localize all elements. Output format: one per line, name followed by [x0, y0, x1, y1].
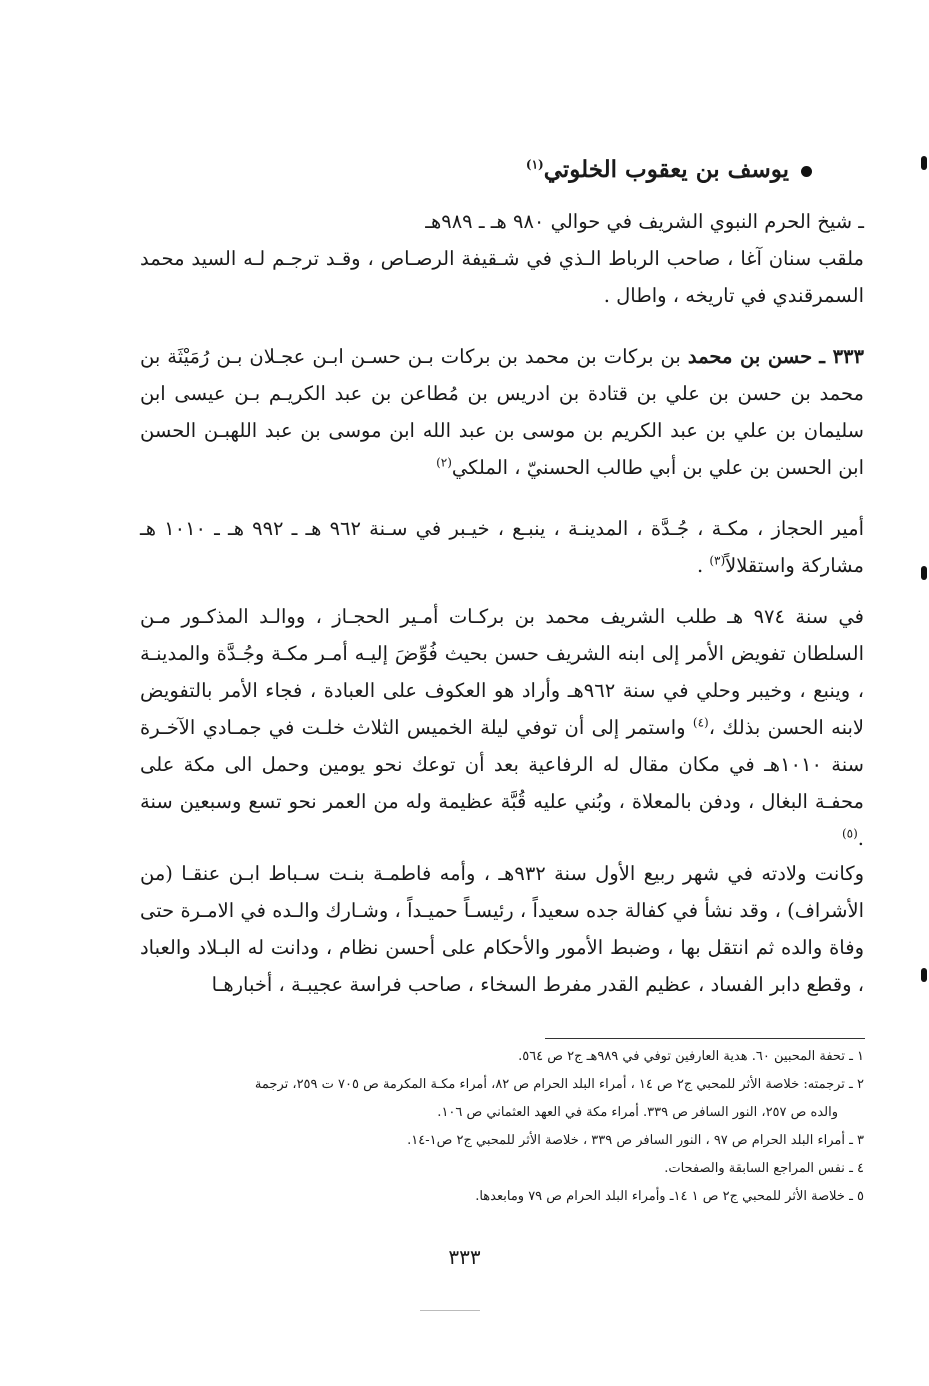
footnote-ref: (٢) — [436, 455, 452, 470]
footnote-item: ٤ ـ نفس المراجع السابقة والصفحات. — [664, 1161, 864, 1176]
entry-1-body — [140, 203, 864, 314]
paragraph-1-text-b: واستمر إلى أن توفي ليلة الخميس الثلاث خلـت في جمـادي الآخـرة سنة ١٠١٠هـ في مكان مقال له الرفاعية بعد أن توعك نحو يومين وحمل الى مكة على محفـة البغال ، ودفن بالمعلاة ، وبُني عليه قُبَّة عظيمة وله من العمر نحو تسع وسبعين سنة . — [140, 716, 864, 850]
page-number: ٣٣٣ — [448, 1245, 481, 1269]
margin-mark — [921, 566, 927, 580]
margin-mark — [921, 156, 927, 170]
heading-title: يوسف بن يعقوب الخلوتي — [543, 156, 789, 183]
footnote-item: ١ ـ تحفة المحبين ٦٠. هدية العارفين توفي في ٩٨٩هـ ج٢ ص ٥٦٤. — [518, 1049, 864, 1064]
titles-text: أمير الحجاز ، مكـة ، جُـدَّة ، المدينـة ، ينبـع ، خيـبر في سـنة ٩٦٢ هـ ـ ٩٩٢ هـ ـ ١٠١٠ هـ مشاركة واستقلالاً — [140, 517, 864, 577]
scan-mark — [420, 1310, 480, 1311]
titles-end: . — [696, 554, 710, 577]
entry-lineage: بن بركات بن محمد بن بركات بـن حسـن ابـن عجـلان بـن رُمَيْثَة بن محمد بن حسن بن علي بن قتادة بن ادريس بن مُطاعن بن عبد الكريـم بـن عيسى ابن سليمان بن علي بن عبد الكريم بن موسى بن عبد الله ابن موسى بن عبد اللهبـن الحسن ابن الحسن بن علي بن أبي طالب الحسنيّ ، الملكي — [140, 345, 864, 479]
footnote-item: ٣ ـ أمراء البلد الحرام ص ٩٧ ، النور السافر ص ٣٣٩ ، خلاصة الأثر للمحبي ج٢ ص١-١٤. — [407, 1133, 864, 1148]
entry-number: ٣٣٣ ـ — [819, 345, 864, 368]
footnote-item: ٥ ـ خلاصة الأثر للمحبي ج٢ ص ١ ١٤ـ وأمراء البلد الحرام ص ٧٩ ومابعدها. — [475, 1189, 864, 1204]
footnote-item: والده ص ٢٥٧، النور السافر ص ٣٣٩. أمراء مكة في العهد العثماني ص ١٠٦. — [437, 1105, 838, 1120]
entry-name: حسن بن محمد — [687, 345, 813, 368]
margin-mark — [921, 968, 927, 982]
footnote-item: ٢ ـ ترجمته: خلاصة الأثر للمحبي ج٢ ص ١٤ ، أمراء البلد الحرام ص ٨٢، أمراء مكـة المكرمة ص ٧٠٥ ت ٢٥٩، ترجمة — [254, 1077, 864, 1092]
footnote-ref: (٣) — [709, 553, 726, 568]
footnote-ref: (٤) — [692, 715, 709, 730]
footnote-separator — [545, 1038, 865, 1039]
footnote-ref: (٥) — [841, 826, 858, 841]
footnotes — [140, 1043, 864, 1211]
entry-1-dates: ـ شيخ الحرم النبوي الشريف في حوالي ٩٨٠ هـ ـ ٩٨٩هـ — [425, 210, 864, 233]
bullet-icon — [801, 166, 812, 177]
entry-1-description: ملقب سنان آغا ، صاحب الرباط الـذي في شـقيفة الرصـاص ، وقـد ترجـم لـه السيد محمد السمرقندي في تاريخه ، واطال . — [140, 247, 864, 307]
entry-2-titles — [140, 510, 864, 584]
paragraph-2-text: وكانت ولادته في شهر ربيع الأول سنة ٩٣٢هـ ، وأمه فاطمـة بنـت سـباط ابـن عنقـا (من الأشراف) ، وقد نشأ في كفالة جده سعيداً ، رئيسـاً حميـداً ، وشـارك والـده في الامـرة حتى وفاة والده ثم انتقل بها ، وضبط الأمور والأحكام على أحسن نظام ، ودانت له البـلاد والعباد ، وقطع دابر الفساد ، عظيم القدر مفرط السخاء ، صاحب فراسة عجيبـة ، أخبارهـا — [140, 862, 864, 996]
paragraph-1 — [140, 598, 864, 857]
entry-heading — [300, 150, 812, 190]
footnote-ref: (١) — [525, 157, 544, 172]
entry-2-header — [140, 338, 864, 486]
paragraph-1-text-a: في سنة ٩٧٤ هـ طلب الشريف محمد بن بركـات أمـير الحجـاز ، ووالـد المذكـور مـن السلطان تفويض الأمر إلى ابنه الشريف حسن بحيث فُوِّضَ إليـه أمـر مكـة وجُـدَّة والمدينـة ، وينبع ، وخيبر وحلي في سنة ٩٦٢هـ وأراد هو العكوف على العبادة ، فجاء الأمر بالتفويض لابنه الحسن بذلك ، — [140, 605, 864, 739]
paragraph-2 — [140, 855, 864, 1003]
